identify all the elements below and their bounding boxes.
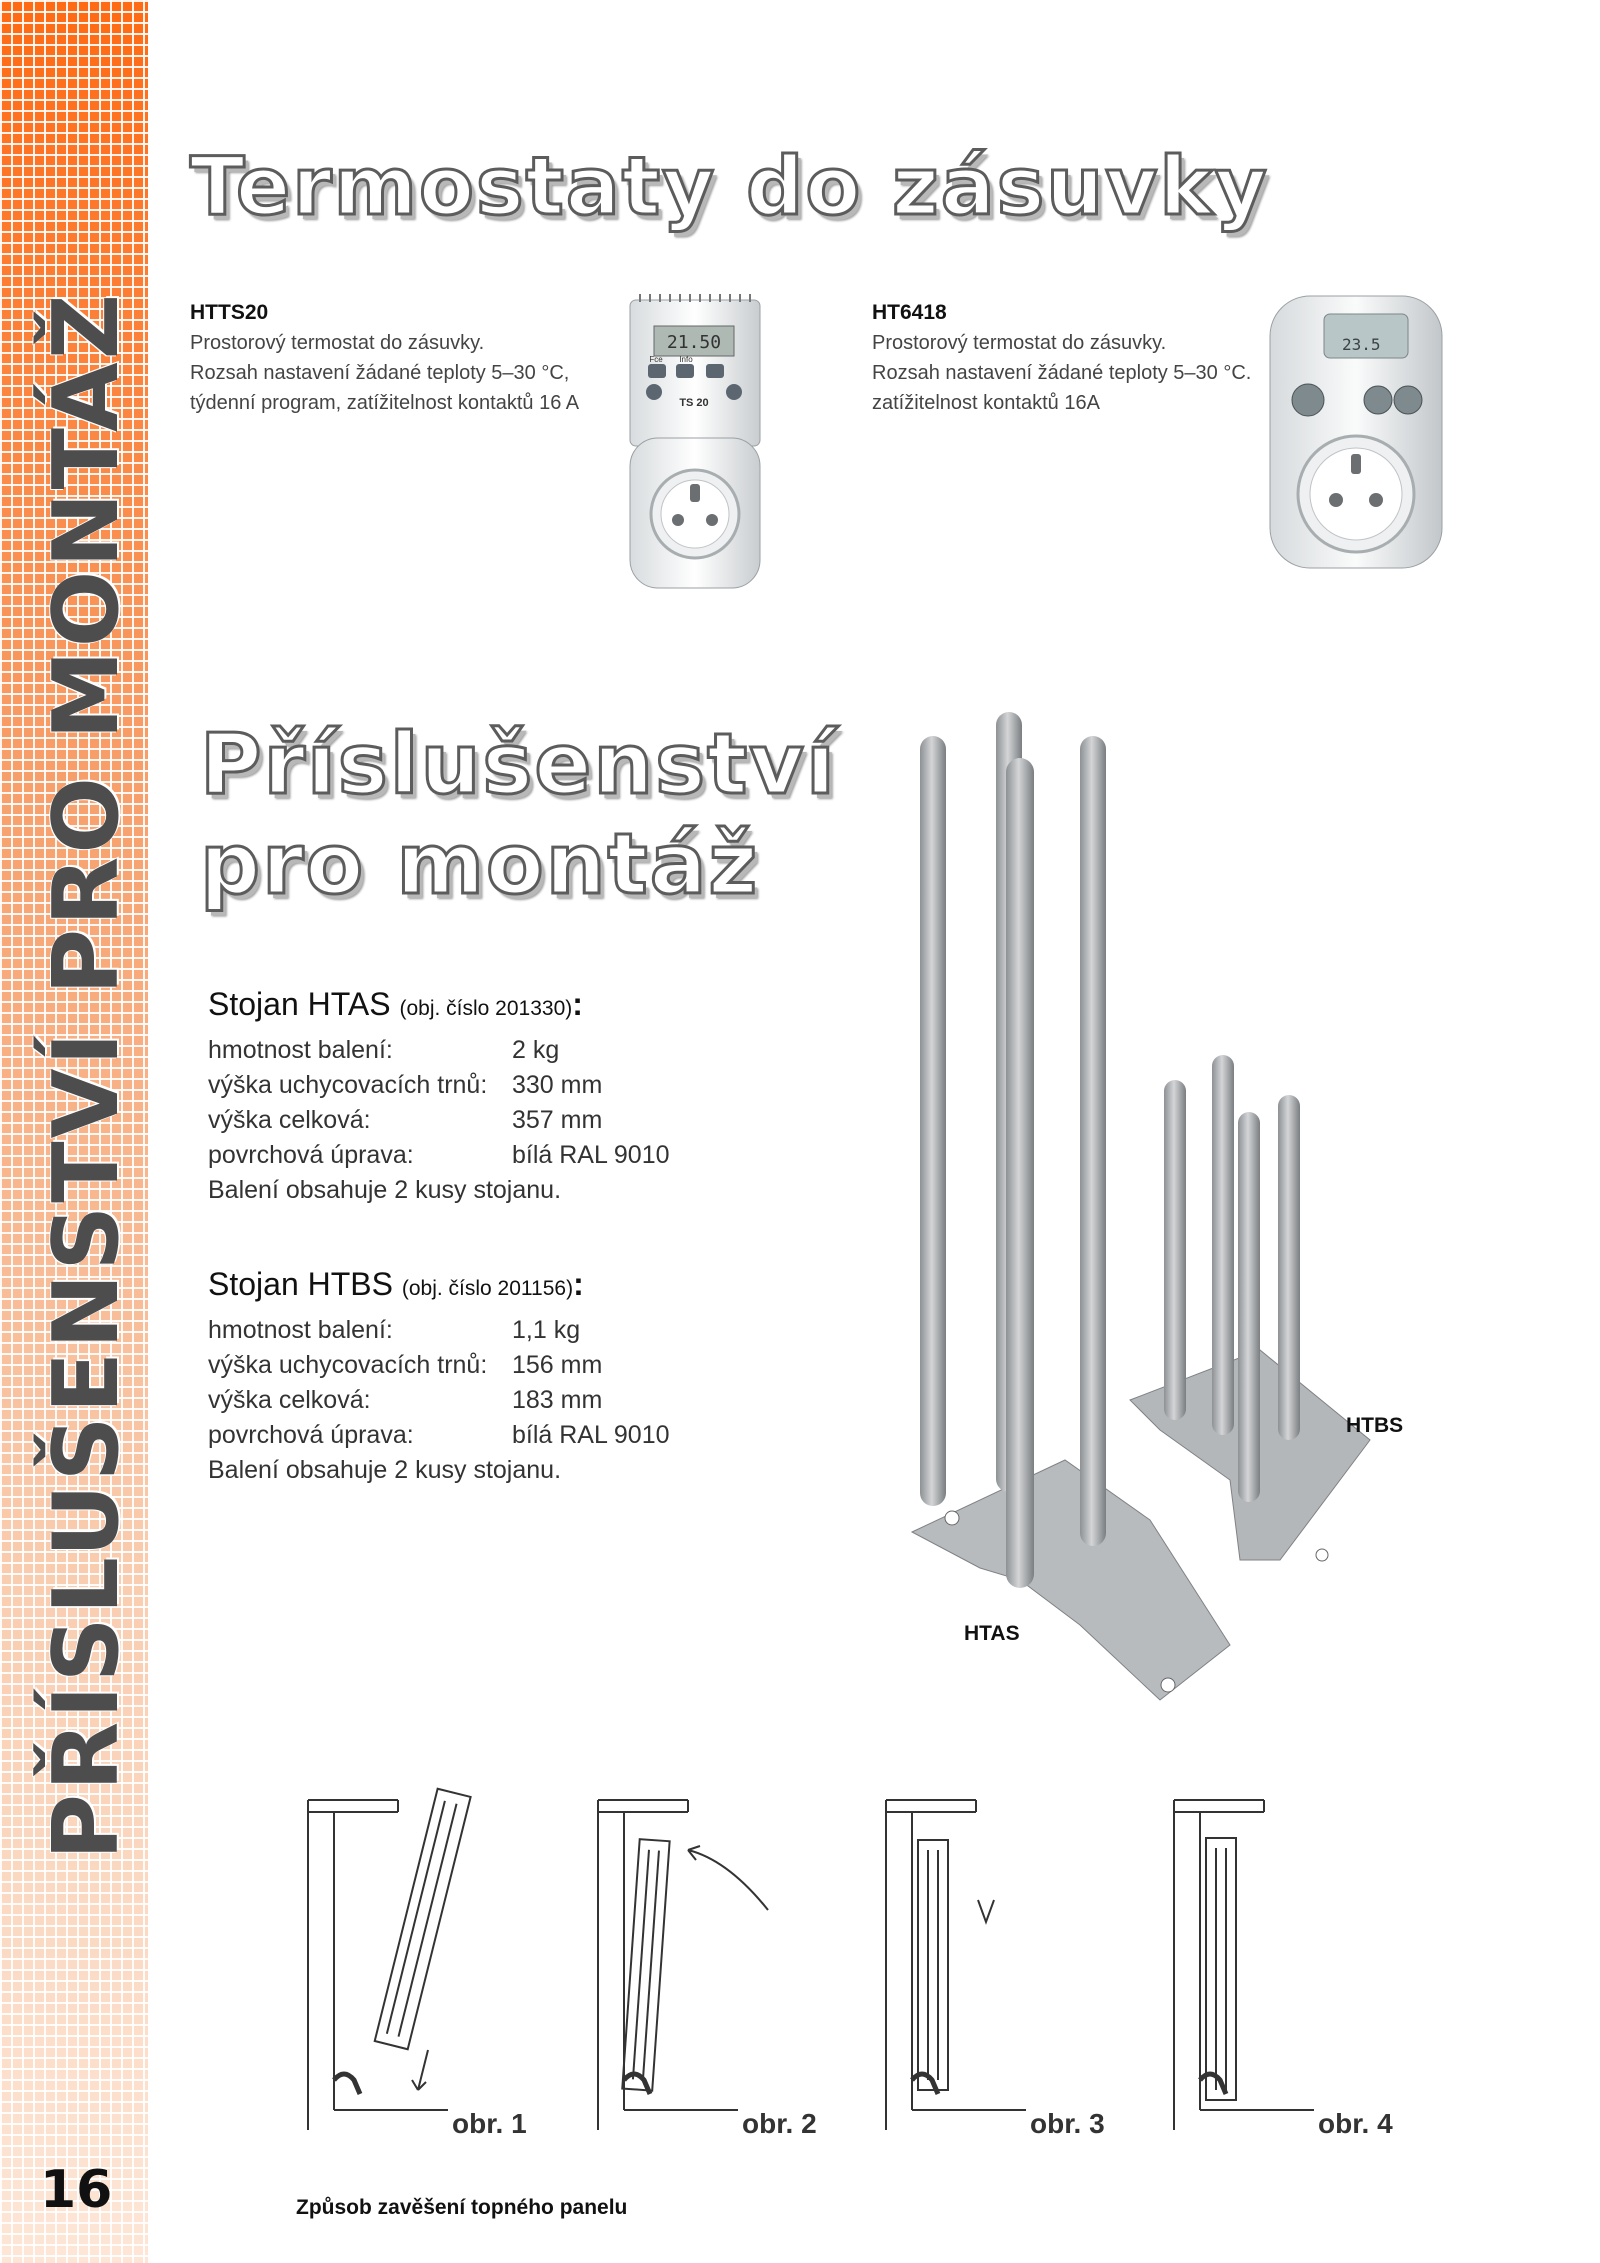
stand-note: Balení obsahuje 2 kusy stojanu.	[208, 1456, 562, 1484]
diagram-1	[308, 1789, 471, 2130]
spec-label: povrchová úprava:	[208, 1421, 414, 1449]
stand-name: Stojan HTBS	[208, 1266, 393, 1302]
spec-value: 156 mm	[512, 1351, 603, 1379]
spec-row	[208, 1138, 728, 1173]
stand-htbs-spec	[208, 1260, 728, 1488]
product-desc-line: Rozsah nastavení žádané teploty 5–30 °C,	[190, 362, 570, 384]
product-ht6418	[872, 298, 1292, 418]
diagram-label-1: obr. 1	[452, 2108, 527, 2139]
spec-label: výška celková:	[208, 1106, 371, 1134]
diagram-4	[1174, 1800, 1314, 2130]
product-htts20	[190, 298, 630, 418]
htts20-device-image	[626, 288, 766, 598]
diagram-label-2: obr. 2	[742, 2108, 817, 2139]
product-desc-line: zatížitelnost kontaktů 16A	[872, 392, 1100, 414]
mounting-diagrams	[298, 1770, 1418, 2150]
spec-value: bílá RAL 9010	[512, 1141, 670, 1169]
stand-title: Stojan HTBS (obj. číslo 201156):	[208, 1266, 584, 1302]
spec-row	[208, 1103, 728, 1138]
product-desc-line: Rozsah nastavení žádané teploty 5–30 °C.	[872, 362, 1252, 384]
stand-name: Stojan HTAS	[208, 986, 391, 1022]
spec-value: 2 kg	[512, 1036, 560, 1064]
model-label: TS 20	[679, 397, 709, 409]
spec-row	[208, 1383, 728, 1418]
label-htbs: HTBS	[1346, 1414, 1404, 1437]
spec-label: výška uchycovacích trnů:	[208, 1071, 488, 1099]
spec-row	[208, 1068, 728, 1103]
diagram-caption: Způsob zavěšení topného panelu	[296, 2196, 628, 2219]
section-heading-accessories-line2: pro montáž	[200, 815, 760, 913]
spec-label: výška celková:	[208, 1386, 371, 1414]
spec-label: výška uchycovacích trnů:	[208, 1351, 488, 1379]
spec-value: 357 mm	[512, 1106, 603, 1134]
diagram-label-3: obr. 3	[1030, 2108, 1105, 2139]
spec-label: hmotnost balení:	[208, 1316, 393, 1344]
sidebar-vertical-title: PŘÍSLUŠENSTVÍ PRO MONTÁŽ	[34, 291, 139, 1860]
spec-label: hmotnost balení:	[208, 1036, 393, 1064]
spec-value: 1,1 kg	[512, 1316, 581, 1344]
spec-row	[208, 1348, 728, 1383]
display-reading: 23.5	[1342, 335, 1381, 354]
stands-illustration	[900, 700, 1400, 1720]
diagram-2	[598, 1800, 768, 2130]
stand-order-number: (obj. číslo 201156)	[401, 1277, 574, 1300]
spec-row	[208, 1313, 728, 1348]
diagram-3	[886, 1800, 1026, 2130]
stand-note: Balení obsahuje 2 kusy stojanu.	[208, 1176, 562, 1204]
label-htas: HTAS	[964, 1622, 1020, 1645]
stand-htas-spec	[208, 980, 728, 1208]
spec-value: 330 mm	[512, 1071, 603, 1099]
spec-value: 183 mm	[512, 1386, 603, 1414]
display-reading: 21.50	[666, 332, 722, 353]
product-name: HT6418	[872, 301, 947, 324]
product-name: HTTS20	[190, 301, 269, 324]
button-label: Fce	[649, 355, 663, 364]
section-heading-accessories-line1: Příslušenství	[200, 715, 837, 813]
product-desc-line: Prostorový termostat do zásuvky.	[872, 332, 1167, 354]
button-label: Info	[679, 355, 693, 364]
spec-row	[208, 1033, 728, 1068]
product-desc-line: týdenní program, zatížitelnost kontaktů 16 A	[190, 392, 580, 414]
section-heading-thermostats: Termostaty do zásuvky	[190, 140, 1269, 233]
spec-row	[208, 1418, 728, 1453]
stand-order-number: (obj. číslo 201330)	[399, 997, 573, 1020]
ht6418-device-image	[1266, 292, 1446, 572]
page-number: 16	[40, 2160, 113, 2220]
spec-label: povrchová úprava:	[208, 1141, 414, 1169]
product-desc-line: Prostorový termostat do zásuvky.	[190, 332, 485, 354]
stand-title: Stojan HTAS (obj. číslo 201330):	[208, 986, 583, 1022]
diagram-label-4: obr. 4	[1318, 2108, 1393, 2139]
spec-value: bílá RAL 9010	[512, 1421, 670, 1449]
